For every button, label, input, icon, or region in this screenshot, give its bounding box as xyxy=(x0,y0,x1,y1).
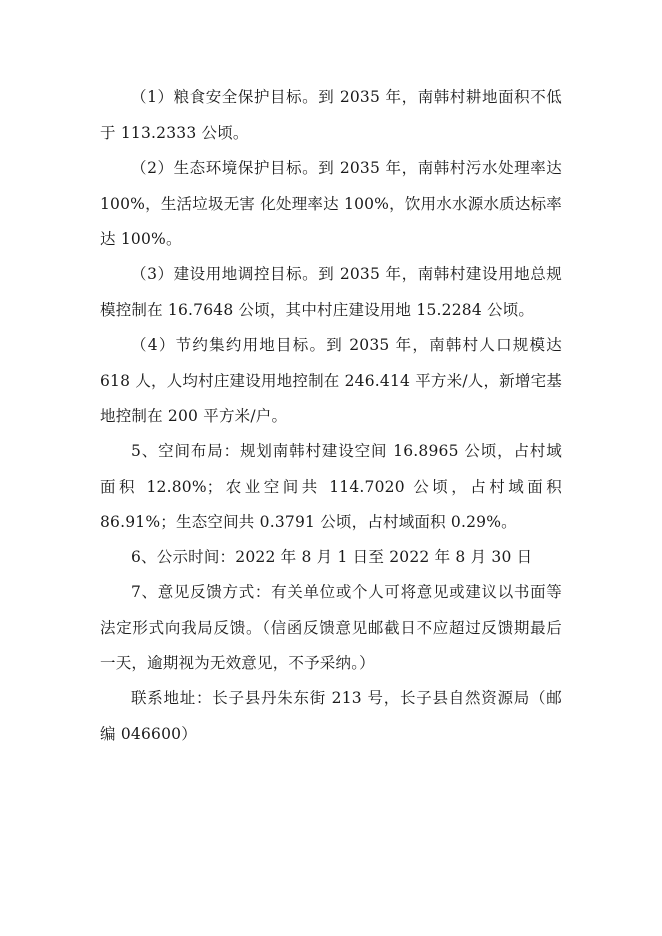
paragraph-land-saving-target: （4）节约集约用地目标。到 2035 年，南韩村人口规模达 618 人，人均村庄建设用地控制在 246.414 平方米/人，新增宅基地控制在 200 平方米/户。 xyxy=(100,336,562,425)
paragraph-spatial-layout: 5、空间布局：规划南韩村建设空间 16.8965 公顷，占村域面积 12.80%；农业空间共 114.7020 公顷，占村域面积 86.91%；生态空间共 0.3791 公顷，占村域面积 0.29%。 xyxy=(100,442,562,531)
paragraph-food-security-target: （1）粮食安全保护目标。到 2035 年，南韩村耕地面积不低于 113.2333 公顷。 xyxy=(100,88,562,142)
paragraph-ecological-protection-target: （2）生态环境保护目标。到 2035 年，南韩村污水处理率达 100%，生活垃圾无害 化处理率达 100%，饮用水水源水质达标率达 100%。 xyxy=(100,159,562,248)
paragraph-contact-address: 联系地址：长子县丹朱东街 213 号，长子县自然资源局（邮编 046600） xyxy=(100,689,562,743)
paragraph-feedback-method: 7、意见反馈方式：有关单位或个人可将意见或建议以书面等法定形式向我局反馈。（信函反馈意见邮截日不应超过反馈期最后一天，逾期视为无效意见，不予采纳。） xyxy=(100,583,562,672)
paragraph-construction-land-target: （3）建设用地调控目标。到 2035 年，南韩村建设用地总规模控制在 16.7648 公顷，其中村庄建设用地 15.2284 公顷。 xyxy=(100,265,562,319)
paragraph-publicity-period: 6、公示时间：2022 年 8 月 1 日至 2022 年 8 月 30 日 xyxy=(131,548,533,566)
